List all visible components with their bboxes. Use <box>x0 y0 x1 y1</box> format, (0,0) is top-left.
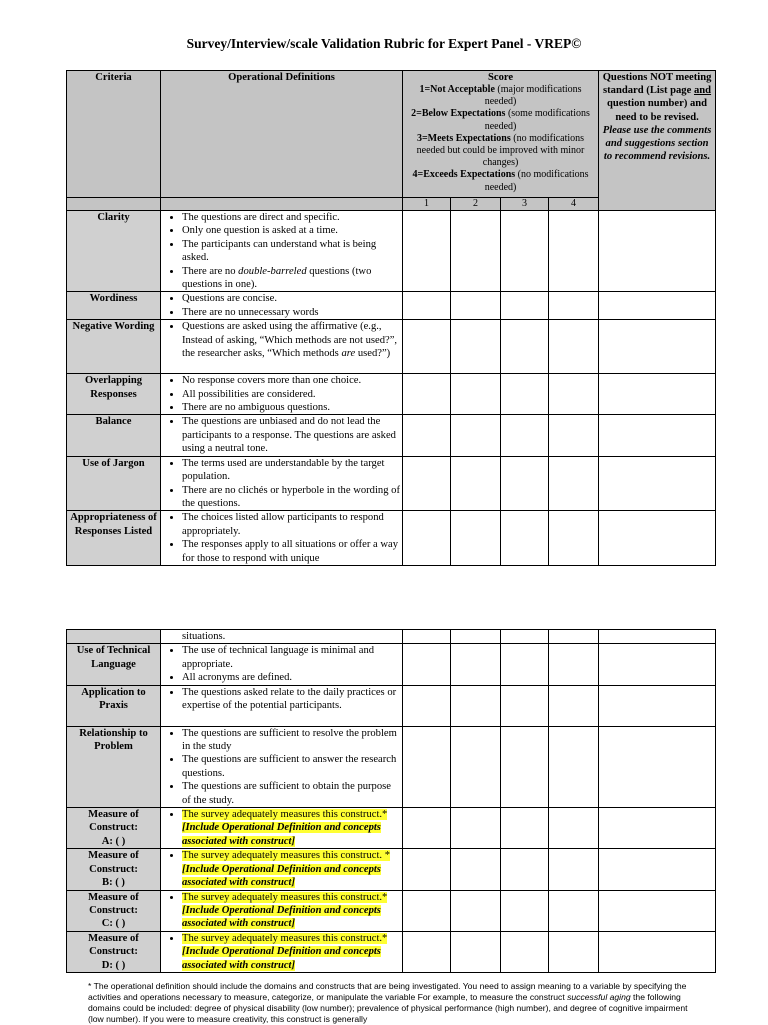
score-cell-1[interactable] <box>403 211 451 292</box>
score-cell-3[interactable] <box>501 415 549 456</box>
footnote: * The operational definition should include the domains and constructs that are being investigated. You need to assign meaning to a variable by specifying the activities and operations necessary to measure, categorize, or manipulate the variable For example, to measure the construct successful aging the following domains could be included: degree of physical disability (low number); prevalence of physical performance (high number), and degree of cognitive impairment (low number). If you were to measure creativity, this construct is generally <box>88 981 688 1024</box>
criteria-header-blank <box>67 198 161 211</box>
score-cell-2[interactable] <box>451 374 501 415</box>
score-cell-2[interactable] <box>451 292 501 320</box>
page-title: Survey/Interview/scale Validation Rubric for Expert Panel - VREP© <box>186 36 582 51</box>
revision-cell[interactable] <box>599 726 716 807</box>
criterion-use-of-jargon: Use of Jargon <box>67 456 161 511</box>
revision-cell[interactable] <box>599 415 716 456</box>
score-number-2: 2 <box>451 198 501 211</box>
definition-item: • There are no double-barreled questions (two questions in one). <box>182 265 400 292</box>
definition-item: • The responses apply to all situations or offer a way for those to respond with unique <box>182 538 400 565</box>
criterion-balance: Balance <box>67 415 161 456</box>
score-cell-4[interactable] <box>549 415 599 456</box>
definition-item: • The participants can understand what is being asked. <box>182 238 400 265</box>
definitions-header-blank <box>161 198 403 211</box>
definition-item: • The terms used are understandable by the target population. <box>182 457 400 484</box>
score-cell-4[interactable] <box>549 374 599 415</box>
revision-cell[interactable] <box>599 685 716 726</box>
revision-cell[interactable] <box>599 511 716 566</box>
score-cell-4[interactable] <box>549 320 599 374</box>
revision-cell[interactable] <box>599 292 716 320</box>
definitions-header: Operational Definitions <box>161 71 403 198</box>
score-cell-4[interactable] <box>549 931 599 972</box>
revision-cell[interactable] <box>599 849 716 890</box>
revision-cell[interactable] <box>599 374 716 415</box>
criterion-clarity: Clarity <box>67 211 161 292</box>
score-cell-3[interactable] <box>501 726 549 807</box>
score-cell-2[interactable] <box>451 211 501 292</box>
rubric-table-page-2 <box>66 629 716 973</box>
revision-cell[interactable] <box>599 808 716 849</box>
score-cell-3[interactable] <box>501 890 549 931</box>
score-cell-1[interactable] <box>403 374 451 415</box>
questions-not-meeting-header: Questions NOT meeting standard (List page and question number) and need to be revised. Please use the comments and suggestions section to recommend revisions. <box>599 71 716 211</box>
score-cell-2[interactable] <box>451 685 501 726</box>
score-cell-3[interactable] <box>501 511 549 566</box>
revision-cell[interactable] <box>599 320 716 374</box>
rubric-row-technical-language <box>67 644 716 685</box>
score-cell-3[interactable] <box>501 320 549 374</box>
definition-item: • The questions asked relate to the daily practices or expertise of the potential participants. <box>182 686 400 713</box>
score-cell-4[interactable] <box>549 644 599 685</box>
score-cell-4[interactable] <box>549 685 599 726</box>
rubric-row-construct-d <box>67 931 716 972</box>
score-title: Score <box>487 72 514 83</box>
score-cell-3[interactable] <box>501 644 549 685</box>
rubric-row-overlapping-responses <box>67 374 716 415</box>
score-cell-1[interactable] <box>403 931 451 972</box>
score-cell-1[interactable] <box>403 644 451 685</box>
score-cell-2[interactable] <box>451 808 501 849</box>
score-cell-2[interactable] <box>451 849 501 890</box>
definition-item: • The questions are sufficient to obtain the purpose of the study. <box>182 780 400 807</box>
score-cell-2[interactable] <box>451 511 501 566</box>
score-cell-4[interactable] <box>549 849 599 890</box>
rubric-row-application-to-praxis <box>67 685 716 726</box>
score-cell-2[interactable] <box>451 931 501 972</box>
rubric-row-construct-a <box>67 808 716 849</box>
definition-item: • Only one question is asked at a time. <box>182 224 400 237</box>
definition-item: • The use of technical language is minimal and appropriate. <box>182 644 400 671</box>
score-cell-4[interactable] <box>549 630 599 644</box>
rubric-row-negative-wording <box>67 320 716 374</box>
score-number-3: 3 <box>501 198 549 211</box>
score-level-1: 1=Not Acceptable (major modifications needed) <box>419 84 582 108</box>
rubric-row-clarity <box>67 211 716 292</box>
score-cell-4[interactable] <box>549 211 599 292</box>
rubric-row-balance <box>67 415 716 456</box>
score-cell-1[interactable] <box>403 630 451 644</box>
score-level-4: 4=Exceeds Expectations (no modifications needed) <box>412 169 589 193</box>
score-cell-1[interactable] <box>403 415 451 456</box>
score-cell-1[interactable] <box>403 726 451 807</box>
score-cell-2[interactable] <box>451 644 501 685</box>
score-cell-3[interactable] <box>501 456 549 511</box>
continuation-row <box>67 630 716 644</box>
definition-item: • All possibilities are considered. <box>182 388 400 401</box>
criterion-construct-c: Measure of Construct: C: ( ) <box>67 890 161 931</box>
definition-item: • The questions are sufficient to resolve the problem in the study <box>182 727 400 754</box>
criterion-construct-d: Measure of Construct: D: ( ) <box>67 931 161 972</box>
definition-item: • The questions are direct and specific. <box>182 211 400 224</box>
score-header <box>403 71 599 198</box>
score-cell-1[interactable] <box>403 320 451 374</box>
score-cell-2[interactable] <box>451 320 501 374</box>
definition-item: • The questions are sufficient to answer the research questions. <box>182 753 400 780</box>
criterion-overlapping-responses: Overlapping Responses <box>67 374 161 415</box>
revision-cell[interactable] <box>599 644 716 685</box>
score-cell-4[interactable] <box>549 890 599 931</box>
criterion-continuation <box>67 630 161 644</box>
revision-cell[interactable] <box>599 890 716 931</box>
score-cell-1[interactable] <box>403 511 451 566</box>
definition-item: • There are no clichés or hyperbole in the wording of the questions. <box>182 484 400 511</box>
score-cell-1[interactable] <box>403 890 451 931</box>
score-cell-1[interactable] <box>403 456 451 511</box>
revision-cell[interactable] <box>599 211 716 292</box>
criterion-construct-a: Measure of Construct: A: ( ) <box>67 808 161 849</box>
score-cell-2[interactable] <box>451 726 501 807</box>
revision-cell[interactable] <box>599 931 716 972</box>
score-cell-4[interactable] <box>549 808 599 849</box>
score-cell-4[interactable] <box>549 292 599 320</box>
revision-cell[interactable] <box>599 630 716 644</box>
score-cell-2[interactable] <box>451 415 501 456</box>
score-cell-2[interactable] <box>451 890 501 931</box>
criterion-application-to-praxis: Application to Praxis <box>67 685 161 726</box>
score-cell-3[interactable] <box>501 808 549 849</box>
criterion-appropriateness: Appropriateness of Responses Listed <box>67 511 161 566</box>
score-cell-3[interactable] <box>501 931 549 972</box>
criterion-technical-language: Use of Technical Language <box>67 644 161 685</box>
questions-note: Please use the comments and suggestions section to recommend revisions. <box>602 124 712 163</box>
score-cell-4[interactable] <box>549 511 599 566</box>
score-cell-1[interactable] <box>403 849 451 890</box>
continuation-text: situations. <box>161 630 403 644</box>
criterion-relationship-to-problem: Relationship to Problem <box>67 726 161 807</box>
definition-item: • The survey adequately measures this construct. *[Include Operational Definition and concepts associated with construct] <box>182 849 400 889</box>
definition-item: • Questions are concise. <box>182 292 400 305</box>
definition-item: • No response covers more than one choice. <box>182 374 400 387</box>
rubric-row-appropriateness <box>67 511 716 566</box>
score-cell-2[interactable] <box>451 456 501 511</box>
score-cell-3[interactable] <box>501 292 549 320</box>
definition-item: • Questions are asked using the affirmative (e.g., Instead of asking, “Which methods are not used?”, the researcher asks, “Which methods are used?”) <box>182 320 400 360</box>
definition-item: • The survey adequately measures this construct.*[Include Operational Definition and concepts associated with construct] <box>182 808 400 848</box>
score-cell-3[interactable] <box>501 630 549 644</box>
definition-item: • The choices listed allow participants to respond appropriately. <box>182 511 400 538</box>
score-cell-1[interactable] <box>403 685 451 726</box>
revision-cell[interactable] <box>599 456 716 511</box>
definition-item: • The questions are unbiased and do not lead the participants to a response. The questions are asked using a neutral tone. <box>182 415 400 455</box>
score-level-2: 2=Below Expectations (some modifications needed) <box>411 108 590 132</box>
score-cell-3[interactable] <box>501 374 549 415</box>
definition-item: • There are no unnecessary words <box>182 306 400 319</box>
rubric-row-construct-b <box>67 849 716 890</box>
rubric-table-page-1 <box>66 70 716 566</box>
score-cell-1[interactable] <box>403 808 451 849</box>
criterion-construct-b: Measure of Construct: B: ( ) <box>67 849 161 890</box>
score-number-1: 1 <box>403 198 451 211</box>
score-cell-3[interactable] <box>501 211 549 292</box>
definition-item: • All acronyms are defined. <box>182 671 400 684</box>
score-number-4: 4 <box>549 198 599 211</box>
score-level-3: 3=Meets Expectations (no modifications needed but could be improved with minor changes) <box>416 132 585 169</box>
definition-item: • The survey adequately measures this construct.* [Include Operational Definition and concepts associated with construct] <box>182 891 400 931</box>
score-cell-4[interactable] <box>549 726 599 807</box>
score-cell-3[interactable] <box>501 849 549 890</box>
score-cell-2[interactable] <box>451 630 501 644</box>
rubric-row-wordiness <box>67 292 716 320</box>
score-cell-1[interactable] <box>403 292 451 320</box>
criterion-wordiness: Wordiness <box>67 292 161 320</box>
score-cell-3[interactable] <box>501 685 549 726</box>
criterion-negative-wording: Negative Wording <box>67 320 161 374</box>
definition-item: • The survey adequately measures this construct.* [Include Operational Definition and concepts associated with construct] <box>182 932 400 972</box>
rubric-row-use-of-jargon <box>67 456 716 511</box>
rubric-row-relationship-to-problem <box>67 726 716 807</box>
score-cell-4[interactable] <box>549 456 599 511</box>
criteria-header: Criteria <box>67 71 161 198</box>
rubric-row-construct-c <box>67 890 716 931</box>
definition-item: • There are no ambiguous questions. <box>182 401 400 414</box>
